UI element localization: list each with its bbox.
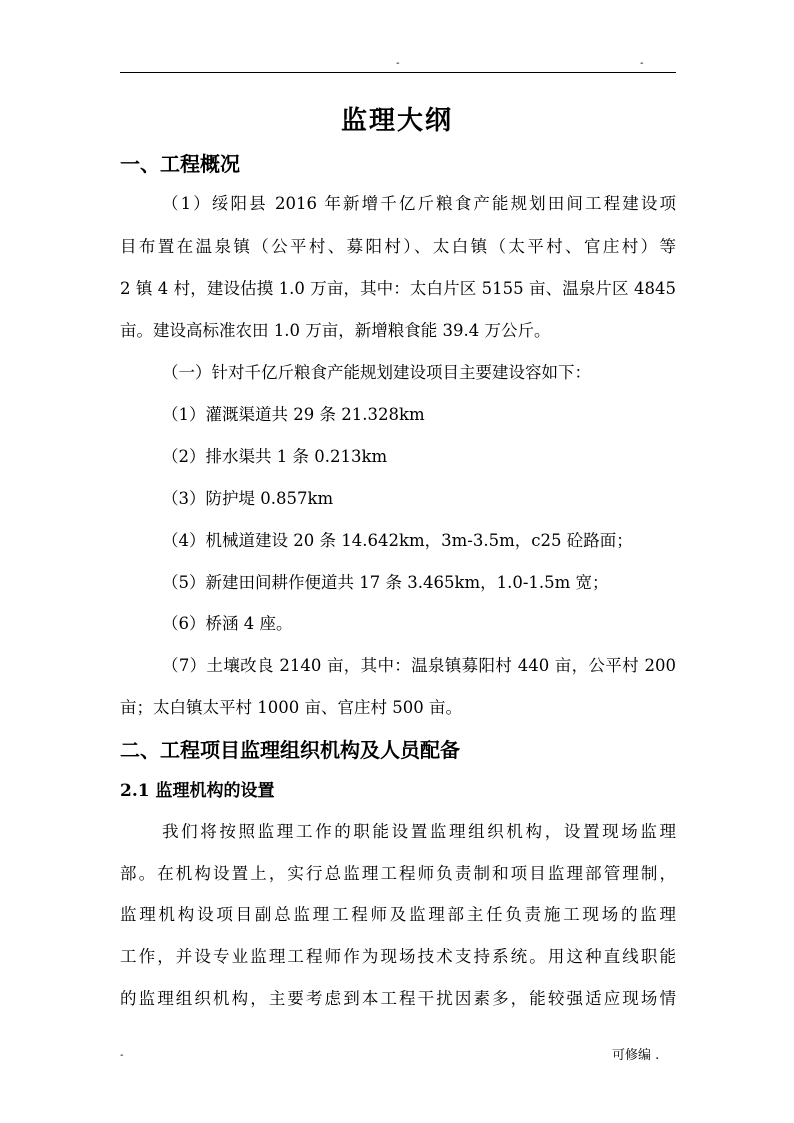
paragraph-line: 2 镇 4 村，建设估摸 1.0 万亩，其中：太白片区 5155 亩、温泉片区 4845 bbox=[120, 279, 676, 298]
header-mark-right: - bbox=[640, 58, 644, 69]
section-heading-overview: 一、工程概况 bbox=[120, 152, 240, 176]
list-item: （2）排水渠共 1 条 0.213km bbox=[162, 447, 388, 466]
paragraph-line: 部。在机构设置上，实行总监理工程师负责制和项目监理部管理制， bbox=[120, 864, 676, 883]
footer-mark-left: - bbox=[120, 1050, 124, 1061]
subsection-heading: 2.1 监理机构的设置 bbox=[120, 781, 275, 801]
list-item-continued: 亩；太白镇太平村 1000 亩、官庄村 500 亩。 bbox=[120, 698, 462, 717]
paragraph-line: 我们将按照监理工作的职能设置监理组织机构，设置现场监理 bbox=[162, 822, 676, 841]
header-mark-center: - bbox=[396, 58, 400, 69]
list-intro: （一）针对千亿斤粮食产能规划建设项目主要建设容如下： bbox=[162, 363, 591, 382]
paragraph-line: （1）绥阳县 2016 年新增千亿斤粮食产能规划田间工程建设项 bbox=[162, 194, 676, 213]
paragraph-line: 目布置在温泉镇（公平村、募阳村）、太白镇（太平村、官庄村）等 bbox=[120, 237, 676, 256]
document-title: 监理大纲 bbox=[340, 106, 453, 136]
header-rule bbox=[120, 72, 676, 73]
list-item: （5）新建田间耕作便道共 17 条 3.465km，1.0-1.5m 宽； bbox=[162, 573, 609, 592]
paragraph-line: 亩。建设高标准农田 1.0 万亩，新增粮食能 39.4 万公斤。 bbox=[120, 321, 551, 340]
paragraph-line: 监理机构设项目副总监理工程师及监理部主任负责施工现场的监理 bbox=[120, 905, 676, 924]
list-item: （7）土壤改良 2140 亩，其中：温泉镇募阳村 440 亩，公平村 200 bbox=[162, 656, 676, 675]
paragraph-line: 工作，并设专业监理工程师作为现场技术支持系统。用这种直线职能 bbox=[120, 947, 676, 966]
footer-editable-note: 可修编 . bbox=[612, 1048, 660, 1063]
list-item: （3）防护堤 0.857km bbox=[162, 489, 334, 508]
list-item: （4）机械道建设 20 条 14.642km，3m-3.5m，c25 砼路面； bbox=[162, 531, 633, 550]
paragraph-line: 的监理组织机构，主要考虑到本工程干扰因素多，能较强适应现场情 bbox=[120, 989, 676, 1008]
section-heading-organization: 二、工程项目监理组织机构及人员配备 bbox=[120, 738, 460, 762]
list-item: （1）灌溉渠道共 29 条 21.328km bbox=[162, 405, 425, 424]
list-item: （6）桥涵 4 座。 bbox=[162, 614, 293, 633]
